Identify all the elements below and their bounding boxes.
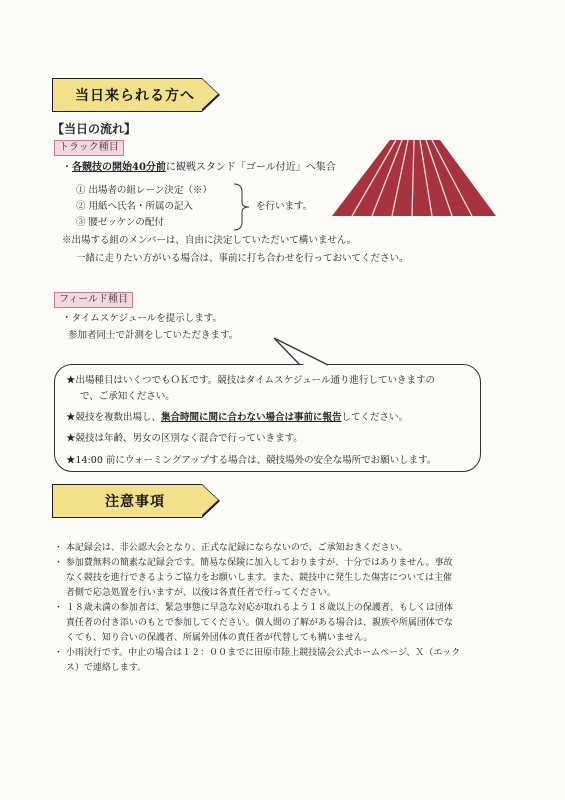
note-item-4: ★14:00 前にウォーミングアップする場合は、競技場外の安全な場所でお願いします。 xyxy=(66,455,437,466)
track-note-2: 一緒に走りたい方がいる場合は、事前に打ち合わせを行っておいてください。 xyxy=(76,253,409,264)
caution-line: ス）で連絡します。 xyxy=(54,663,147,673)
brace-icon xyxy=(232,182,252,232)
speech-bubble-tail xyxy=(270,336,330,368)
step-3: ③ 腰ゼッケンの配付 xyxy=(76,217,164,228)
note-item-3: ★競技は年齢、男女の区別なく混合で行っていきます。 xyxy=(66,433,303,444)
track-note-1: ※出場する組のメンバーは、自由に決定していただいて構いません。 xyxy=(62,235,357,246)
step-1: ① 出場者の組レーン決定（※） xyxy=(76,185,212,196)
caution-line: なく競技を進行できるようご協力をお願いします。また、競技中に発生した傷害については主催 xyxy=(54,573,452,583)
steps-suffix: を行います。 xyxy=(256,201,313,212)
flow-heading: 【当日の流れ】 xyxy=(52,122,137,136)
caution-line: 責任者の付き添いのもとで参加してください。個人間の了解がある場合は、親族や所属団体でな xyxy=(54,618,453,628)
banner-title: 当日来られる方へ xyxy=(75,88,195,104)
running-track-illustration-icon xyxy=(330,138,500,220)
caution-line: 者側で応急処置を行いますが、以後は各責任者で行ってください。 xyxy=(54,588,336,598)
caution-line: ・ １８歳未満の参加者は、緊急事態に早急な対応が取れるよう１８歳以上の保護者、もしくは団体 xyxy=(54,603,453,613)
track-tag: トラック種目 xyxy=(54,140,124,156)
step-2: ② 用紙へ氏名・所属の記入 xyxy=(76,201,194,212)
section-banner-arrival xyxy=(52,78,202,112)
track-line1: ・各競技の開始40分前に観戦スタンド「ゴール付近」へ集合 xyxy=(62,162,336,173)
caution-line: ・ 参加費無料の簡素な記録会です。簡易な保険に加入しておりますが、十分ではありません。事故 xyxy=(54,558,453,568)
caution-line: くても、知り合いの保護者、所属外団体の責任者が代替しても構いません。 xyxy=(54,633,373,643)
banner-title-cautions: 注意事項 xyxy=(105,494,165,510)
track-start-time: 各競技の開始40分前 xyxy=(72,162,166,173)
note-item-2-emphasis: 集合時間に間に合わない場合は事前に報告 xyxy=(161,412,342,423)
caution-line: ・ 小雨決行です。中止の場合は１２：００までに田原市陸上競技協会公式ホームページ、Ｘ（エック xyxy=(54,648,461,658)
field-line-2: 参加者同士で計測をしていただきます。 xyxy=(68,330,239,341)
field-tag: フィールド種目 xyxy=(54,292,133,308)
note-item-2: ★競技を複数出場し、集合時間に間に合わない場合は事前に報告してください。 xyxy=(66,412,409,423)
caution-line: ・ 本記録会は、非公認大会となり、正式な記録にならないので、ご承知おきください。 xyxy=(54,543,408,553)
section-banner-cautions xyxy=(52,484,202,518)
cautions-list xyxy=(54,541,460,676)
field-line-1: ・タイムスケジュールを提示します。 xyxy=(62,313,222,324)
note-item-1a: ★出場種目はいくつでもＯＫです。競技はタイムスケジュール通り進行していきますの xyxy=(66,375,435,386)
note-item-1b: で、ご承知ください。 xyxy=(80,391,175,402)
